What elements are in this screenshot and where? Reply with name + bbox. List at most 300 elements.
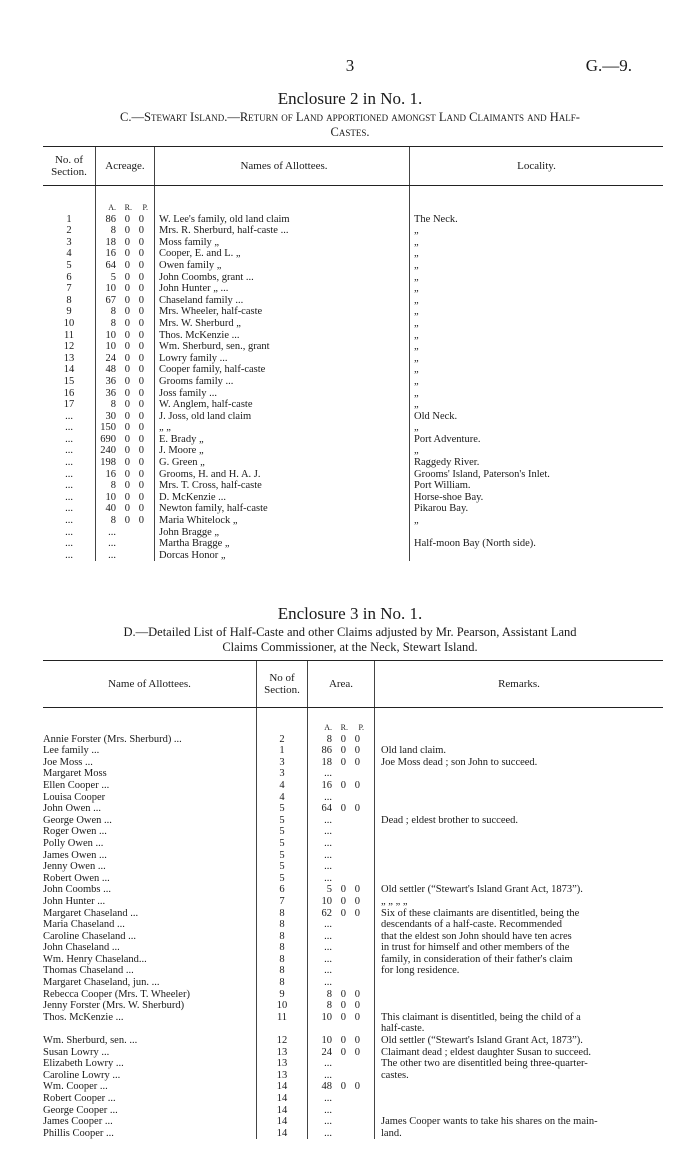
table-row [43,214,663,226]
perches: 0 [138,364,144,376]
allottee-name: Roger Owen ... [43,826,107,838]
area-cell [308,1128,375,1140]
remarks: Dead ; eldest brother to succeed. [375,815,664,827]
enclosure2-subtitle-line1: C.—Stewart Island.—Return of Land apportioned amongst Land Claimants and Half- [120,110,580,124]
acres: ... [108,526,116,538]
area-cell [308,780,375,792]
acres: ... [324,1104,332,1116]
section-number: 1 [66,213,72,225]
remarks: castes. [375,1070,664,1082]
perches: 0 [354,779,360,791]
remarks: Old settler (“Stewart's Island Grant Act, 1873”). [375,1035,664,1047]
table-row [43,469,663,481]
section-number: 5 [257,826,308,838]
acreage-cell [96,527,155,539]
acreage-cell [96,364,155,376]
acres: 18 [321,756,332,768]
remarks: in trust for himself and other members of the [375,942,664,954]
arp-p: P. [358,723,364,732]
allottee-name: Margaret Chaseland ... [43,907,139,919]
table-row [43,248,663,260]
locality: „ [410,237,664,249]
roods: 0 [340,803,346,815]
arp-r: R. [340,723,348,732]
table-row [43,1093,663,1105]
section-number: 12 [63,341,75,353]
section-number: 14 [257,1116,308,1128]
perches: 0 [138,387,144,399]
area-cell [308,965,375,977]
acres: 24 [105,352,116,364]
allottee-name: Grooms family ... [155,376,410,388]
allottee-name: Owen family „ [155,260,410,272]
table-row [43,318,663,330]
section-number: 5 [257,873,308,885]
roods: 0 [124,248,130,260]
table-row [43,803,663,815]
locality: „ [410,445,664,457]
roods: 0 [124,213,130,225]
acreage-cell [96,248,155,260]
section-number: 14 [257,1093,308,1105]
acres: 36 [105,375,116,387]
roods: 0 [124,294,130,306]
locality [410,550,664,562]
acres: 62 [321,907,332,919]
area-cell [308,734,375,746]
allottee-name: Susan Lowry ... [43,1046,110,1058]
area-cell [308,745,375,757]
col-remarks: Remarks. [375,661,664,708]
allottee-name: John Hunter „ ... [155,283,410,295]
table-row [43,884,663,896]
remarks [375,873,664,885]
enclosure3-subtitle [40,625,660,655]
table-row [43,225,663,237]
acreage-cell [96,318,155,330]
area-cell [308,931,375,943]
area-cell [308,1105,375,1117]
roods: 0 [340,745,346,757]
area-cell [308,826,375,838]
roods: 0 [340,756,346,768]
remarks: Joe Moss dead ; son John to succeed. [375,757,664,769]
table-row [43,283,663,295]
roods: 0 [340,1035,346,1047]
area-cell [308,850,375,862]
acreage-cell [96,492,155,504]
table-row [43,977,663,989]
perches: 0 [354,895,360,907]
locality: „ [410,295,664,307]
section-number: 14 [257,1105,308,1117]
roods: 0 [340,895,346,907]
enclosure2-title: Enclosure 2 in No. 1. [277,89,423,108]
area-cell [308,919,375,931]
locality: „ [410,318,664,330]
roods: 0 [340,779,346,791]
roods: 0 [340,907,346,919]
acres: 36 [105,387,116,399]
section-number: 3 [257,757,308,769]
roods: 0 [124,329,130,341]
locality: „ [410,306,664,318]
section-number: ... [65,457,73,469]
acreage-cell [96,480,155,492]
locality: „ [410,376,664,388]
allottee-name: James Owen ... [43,849,107,861]
allottee-name: Caroline Lowry ... [43,1069,121,1081]
acres: 8 [110,317,116,329]
table-row [43,272,663,284]
section-number: 5 [257,850,308,862]
col-acreage: Acreage. [96,147,155,186]
col-area: Area. [308,661,375,708]
allottee-name: J. Joss, old land claim [155,411,410,423]
locality: „ [410,364,664,376]
section-number: ... [65,549,73,561]
area-cell [308,1035,375,1047]
enclosure3-subtitle-line2: Claims Commissioner, at the Neck, Stewart Island. [222,640,478,654]
perches: 0 [354,745,360,757]
perches: 0 [138,445,144,457]
arp-r: R. [124,203,132,212]
table-row [43,515,663,527]
col-locality: Locality. [410,147,664,186]
claims-table [43,660,663,1139]
table-row [43,1128,663,1140]
perches: 0 [354,1046,360,1058]
table-row [43,422,663,434]
acres: 16 [321,779,332,791]
locality: „ [410,388,664,400]
acres: 10 [321,1011,332,1023]
section-number: ... [65,445,73,457]
section-number: 10 [257,1000,308,1012]
acreage-cell [96,283,155,295]
table-row [43,873,663,885]
allottee-name: G. Green „ [155,457,410,469]
area-cell [308,1070,375,1082]
section-number: 9 [66,306,72,318]
perches: 0 [354,988,360,1000]
arp-p: P. [142,203,148,212]
acreage-cell [96,503,155,515]
allottee-name: Phillis Cooper ... [43,1127,114,1139]
acreage-cell [96,260,155,272]
remarks [375,803,664,815]
section-number: 5 [257,803,308,815]
acres: ... [108,549,116,561]
acres: 24 [321,1046,332,1058]
section-number: 7 [257,896,308,908]
remarks: The other two are disentitled being three-quarter- [375,1058,664,1070]
col-allottees: Name of Allottees. [43,661,257,708]
table-row [43,1105,663,1117]
enclosure3-subtitle-line1: D.—Detailed List of Half-Caste and other Claims adjusted by Mr. Pearson, Assistant Land [123,625,577,639]
section-number: ... [65,491,73,503]
roods: 0 [124,306,130,318]
table-row [43,1000,663,1012]
acres: 8 [326,733,332,745]
table-row [43,931,663,943]
allottee-name: John Coombs ... [43,884,111,896]
table-row [43,341,663,353]
section-number: 4 [257,792,308,804]
section-number: 11 [63,329,75,341]
table-row [43,896,663,908]
allottee-name: John Coombs, grant ... [155,272,410,284]
locality: „ [410,330,664,342]
table-row [43,734,663,746]
perches: 0 [138,352,144,364]
remarks: „ „ „ „ [375,896,664,908]
allottee-name: Dorcas Honor „ [155,550,410,562]
section-number: 8 [257,919,308,931]
perches: 0 [138,399,144,411]
section-number: 17 [63,399,75,411]
land-return-table [43,146,663,561]
remarks [375,850,664,862]
allottee-name: Cooper, E. and L. „ [155,248,410,260]
acres: 8 [326,988,332,1000]
allottee-name: Jenny Forster (Mrs. W. Sherburd) [43,1000,185,1012]
area-cell [308,757,375,769]
roods: 0 [124,399,130,411]
section-number: 8 [257,954,308,966]
section-number: 11 [257,1012,308,1024]
table-row [43,445,663,457]
area-cell [308,1081,375,1093]
allottee-name: Grooms, H. and H. A. J. [155,469,410,481]
section-number: ... [65,515,73,527]
acreage-cell [96,214,155,226]
section-number: 15 [63,375,75,387]
remarks [375,861,664,873]
acres: 690 [100,433,116,445]
table-row [43,1081,663,1093]
table-row [43,861,663,873]
acres: 48 [105,364,116,376]
perches: 0 [354,1000,360,1012]
allottee-name: W. Anglem, half-caste [155,399,410,411]
acres: 8 [110,306,116,318]
table-row [43,792,663,804]
arp-a: A. [324,723,332,732]
allottee-name: Jenny Owen ... [43,861,106,873]
perches: 0 [354,733,360,745]
allottee-name: Lee family ... [43,745,100,757]
allottee-name: Polly Owen ... [43,837,104,849]
allottee-name: Louisa Cooper [43,791,106,803]
table-row [43,850,663,862]
allottee-name: Caroline Chaseland ... [43,930,137,942]
acres: 10 [105,329,116,341]
area-cell [308,1012,375,1024]
col-section: No. of Section. [43,147,96,186]
acres: ... [324,768,332,780]
perches: 0 [354,1035,360,1047]
enclosure2-subtitle-line2: Castes. [330,125,370,139]
section-number: 7 [66,283,72,295]
acres: 8 [110,515,116,527]
roods: 0 [124,480,130,492]
perches: 0 [138,491,144,503]
table-row [43,1035,663,1047]
allottee-name: Joe Moss ... [43,756,93,768]
table-row [43,538,663,550]
section-number: 14 [257,1128,308,1140]
table-row [43,1116,663,1128]
section-number: 3 [66,236,72,248]
perches: 0 [138,317,144,329]
roods: 0 [124,515,130,527]
allottee-name: „ „ [155,422,410,434]
table-row [43,550,663,562]
perches: 0 [138,236,144,248]
acres: ... [108,538,116,550]
allottee-name: Mrs. W. Sherburd „ [155,318,410,330]
perches: 0 [138,515,144,527]
locality: Port William. [410,480,664,492]
col-names: Names of Allottees. [155,147,410,186]
table-row [43,908,663,920]
perches: 0 [138,306,144,318]
remarks: This claimant is disentitled, being the child of a [375,1012,664,1024]
area-cell [308,838,375,850]
allottee-name: Moss family „ [155,237,410,249]
table-row [43,745,663,757]
acreage-cell [96,411,155,423]
perches: 0 [138,225,144,237]
roods: 0 [124,503,130,515]
acres: 5 [326,884,332,896]
acres: 16 [105,248,116,260]
table-row [43,954,663,966]
section-number: 9 [257,989,308,1001]
roods: 0 [340,988,346,1000]
allottee-name: Martha Bragge „ [155,538,410,550]
remarks: James Cooper wants to take his shares on the main- [375,1116,664,1128]
roods: 0 [124,387,130,399]
table-row [43,1023,663,1035]
acreage-cell [96,434,155,446]
page-number: 3 [345,56,355,75]
roods: 0 [124,491,130,503]
allottee-name: John Hunter ... [43,895,106,907]
table-row [43,411,663,423]
roods: 0 [340,1046,346,1058]
locality: „ [410,272,664,284]
allottee-name: Wm. Cooper ... [43,1081,108,1093]
area-cell [308,896,375,908]
locality: „ [410,399,664,411]
allottee-name: Robert Owen ... [43,872,110,884]
section-number: 8 [257,977,308,989]
remarks: for long residence. [375,965,664,977]
roods: 0 [124,225,130,237]
acres: 240 [100,445,116,457]
section-number: 8 [257,931,308,943]
locality: „ [410,260,664,272]
remarks: that the eldest son John should have ten acres [375,931,664,943]
section-number: 8 [66,294,72,306]
remarks [375,1000,664,1012]
perches: 0 [138,375,144,387]
section-number: 13 [257,1070,308,1082]
allottee-name [43,1023,257,1035]
acres: ... [324,953,332,965]
acres: ... [324,942,332,954]
locality: Grooms' Island, Paterson's Inlet. [410,469,664,481]
perches: 0 [138,480,144,492]
acres: 10 [321,1035,332,1047]
acreage-cell [96,225,155,237]
section-number: ... [65,526,73,538]
area-cell [308,1116,375,1128]
acres: ... [324,965,332,977]
acreage-cell [96,295,155,307]
acreage-cell [96,306,155,318]
acres: ... [324,849,332,861]
acreage-cell [96,376,155,388]
acreage-cell [96,538,155,550]
allottee-name: Elizabeth Lowry ... [43,1058,124,1070]
perches: 0 [354,907,360,919]
section-number: 4 [257,780,308,792]
locality: „ [410,341,664,353]
acres: 86 [105,213,116,225]
table-row [43,399,663,411]
perches: 0 [138,329,144,341]
roods: 0 [124,259,130,271]
roods: 0 [124,341,130,353]
table-row [43,237,663,249]
remarks: Six of these claimants are disentitled, being the [375,908,664,920]
perches: 0 [138,271,144,283]
perches: 0 [138,503,144,515]
remarks: land. [375,1128,664,1140]
remarks [375,768,664,780]
section-number: 8 [257,908,308,920]
perches: 0 [138,422,144,434]
table-row [43,826,663,838]
roods: 0 [124,410,130,422]
allottee-name: Thos. McKenzie ... [43,1011,124,1023]
section-number: 12 [257,1035,308,1047]
area-cell [308,815,375,827]
remarks [375,977,664,989]
acres: 8 [110,399,116,411]
remarks: descendants of a half-caste. Recommended [375,919,664,931]
section-number: 14 [63,364,75,376]
roods: 0 [340,1000,346,1012]
section-number: 8 [257,965,308,977]
acreage-cell [96,237,155,249]
section-number: 8 [257,942,308,954]
acres: 10 [105,491,116,503]
section-number: 3 [257,768,308,780]
locality: „ [410,422,664,434]
table-row [43,780,663,792]
perches: 0 [138,341,144,353]
table-row [43,480,663,492]
table-row [43,376,663,388]
area-cell [308,768,375,780]
table-row [43,1047,663,1059]
table-row [43,306,663,318]
section-number: 13 [257,1058,308,1070]
